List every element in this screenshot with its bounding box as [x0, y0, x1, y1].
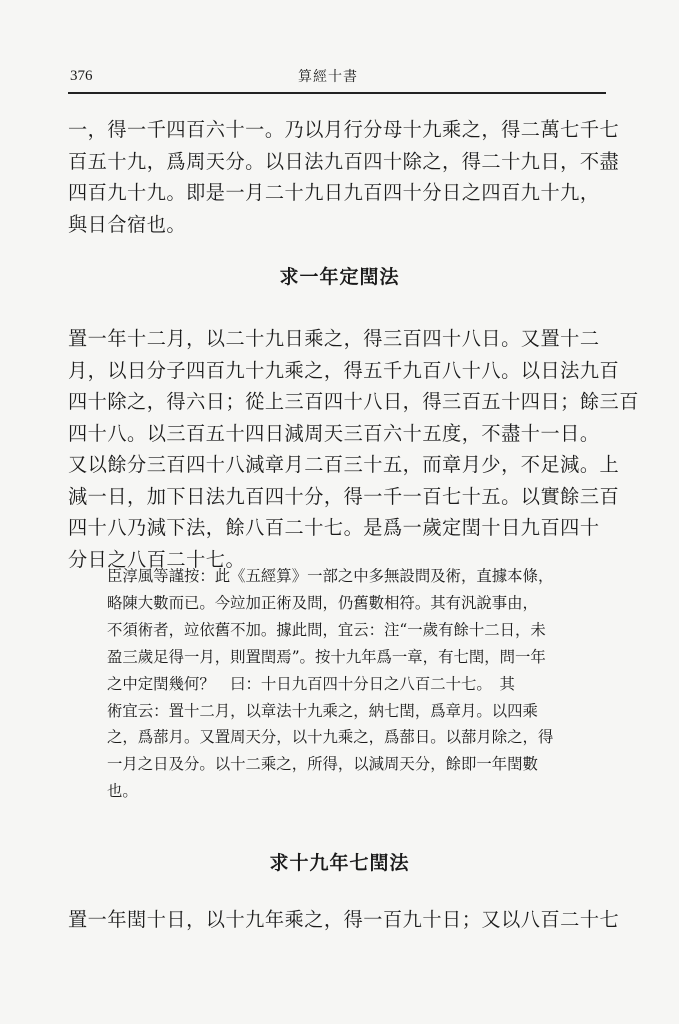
page-number: 376	[70, 68, 93, 84]
text-line: 百五十九，爲周天分。以日法九百四十除之，得二十九日，不盡	[68, 149, 620, 173]
text-line: 又以餘分三百四十八減章月二百三十五，而章月少，不足減。上	[68, 453, 620, 476]
section-heading-2: 求十九年七閏法	[269, 852, 410, 874]
text-line: 月，以日分子四百九十九乘之，得五千九百八十八。以日法九百	[68, 358, 620, 382]
note-line: 臣淳風等謹按：此《五經算》一部之中多無設問及術，直據本條，	[107, 567, 554, 585]
note-line: 盈三歲足得一月，則置閏焉”。按十九年爲一章，有七閏，問一年	[107, 647, 546, 666]
text-line: 四十八。以三百五十四日減周天三百六十五度，不盡十一日。	[68, 421, 600, 445]
text-line: 一，得一千四百六十一。乃以月行分母十九乘之，得二萬七千七	[68, 118, 620, 141]
paragraph-1	[68, 114, 620, 240]
paragraph-2	[68, 323, 639, 575]
text-line: 與日合宿也。	[68, 212, 187, 236]
text-line: 四十除之，得六日；從上三百四十八日，得三百五十四日；餘三百	[68, 390, 639, 413]
text-line: 置一年十二月，以二十九日乘之，得三百四十八日。又置十二	[68, 327, 600, 350]
text-line: 置一年閏十日，以十九年乘之，得一百九十日；又以八百二十七	[68, 908, 620, 931]
note-line: 之中定閏幾何？ 曰：十日九百四十分日之八百二十七。 其	[107, 674, 515, 693]
note-line: 之，爲蔀月。又置周天分，以十九乘之，爲蔀日。以蔀月除之，得	[107, 728, 554, 747]
note-line: 一月之日及分。以十二乘之，所得，以減周天分，餘即一年閏數	[107, 755, 538, 774]
note-line: 略陳大數而已。今竝加正術及問，仍舊數相符。其有汎說事由，	[107, 593, 538, 612]
paragraph-3	[68, 904, 620, 936]
text-line: 四十八乃減下法，餘八百二十七。是爲一歲定閏十日九百四十	[68, 516, 600, 539]
text-line: 四百九十九。即是一月二十九日九百四十分日之四百九十九，	[68, 181, 600, 204]
note-line: 術宜云：置十二月，以章法十九乘之，納七閏，爲章月。以四乘	[107, 701, 538, 720]
page-header	[68, 62, 606, 94]
running-title: 算經十書	[298, 69, 358, 85]
note-line: 不須術者，竝依舊不加。據此問，宜云：注“一歲有餘十二日，未	[107, 620, 546, 639]
commentary-note	[107, 563, 602, 805]
section-heading-1: 求一年定閏法	[279, 266, 400, 288]
text-line: 減一日，加下日法九百四十分，得一千一百七十五。以實餘三百	[68, 484, 620, 508]
text-line: 分日之八百二十七。	[68, 547, 246, 571]
note-line: 也。	[107, 782, 138, 801]
